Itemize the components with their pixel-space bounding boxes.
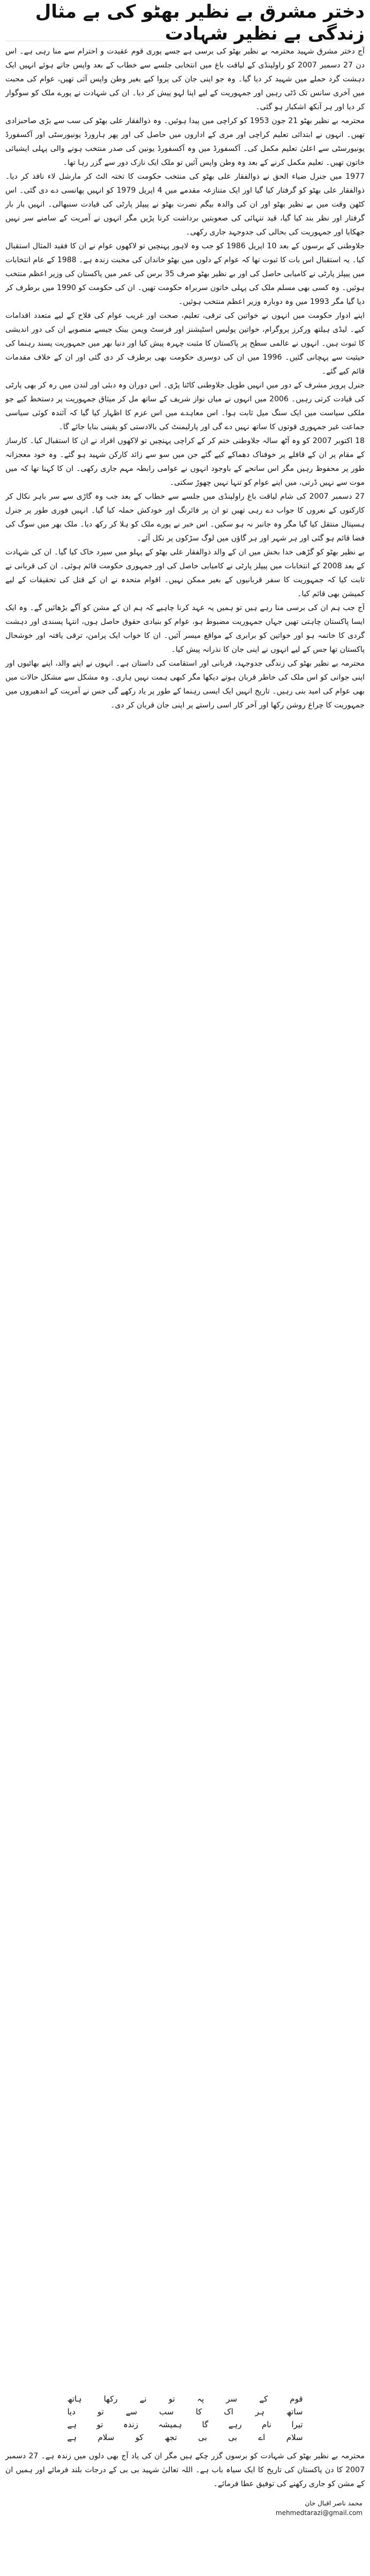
poem-word: تو	[168, 2394, 175, 2404]
article-body	[5, 44, 365, 2383]
article-paragraph: 27 دسمبر 2007 کی شام لیاقت باغ راولپنڈی میں جلسے سے خطاب کے بعد جب وہ گاڑی سے سر باہر نکال کر کارکنوں کے نعروں کا جواب دے رہی تھیں تو ان پر فائرنگ اور خودکش حملہ کیا گیا۔ انہیں فوری طور پر جنرل ہسپتال منتقل کیا گیا مگر وہ جانبر نہ ہو سکیں۔ اس خبر نے پورے ملک کو ہلا کر رکھ دیا۔ ملک بھر میں سوگ کی فضا قائم ہو گئی اور ہر شہر اور ہر گاؤں میں لوگ سڑکوں پر نکل آئے۔	[5, 492, 365, 543]
poem-word: تو	[96, 2420, 103, 2429]
poem-word: ساتھ	[286, 2407, 303, 2417]
poem-word: رہے	[228, 2420, 242, 2429]
poem-word: نے	[139, 2394, 147, 2404]
poem-block	[67, 2392, 303, 2444]
poem-line	[67, 2405, 303, 2418]
article-paragraph: اپنے ادوار حکومت میں انہوں نے خواتین کی ترقی، تعلیم، صحت اور غریب عوام کی فلاح کے لیے متعدد اقدامات کیے۔ لیڈی ہیلتھ ورکرز پروگرام، خواتین پولیس اسٹیشنز اور فرسٹ ویمن بینک جیسے منصوبے ان کی دور اندیشی کا ثبوت ہیں۔ انہوں نے عالمی سطح پر پاکستان کا مثبت چہرہ پیش کیا اور دنیا بھر میں جمہوریت پسند رہنما کی حیثیت سے پہچانی گئیں۔ 1996 میں ان کی دوسری حکومت بھی برطرف کر دی گئی اور ان کے خلاف مقدمات قائم کیے گئے۔	[5, 311, 365, 376]
poem-word: دیا	[67, 2407, 76, 2417]
poem-word: سلام	[97, 2433, 115, 2442]
poem-word: تیرا	[291, 2420, 303, 2429]
article-paragraph: جنرل پرویز مشرف کے دور میں انہیں طویل جلاوطنی کاٹنا پڑی۔ اس دوران وہ دبئی اور لندن میں رہ کر بھی پارٹی کی قیادت کرتی رہیں۔ 2006 میں انہوں نے میاں نواز شریف کے ساتھ مل کر میثاق جمہوریت پر دستخط کیے جو ملکی سیاست میں ایک سنگ میل ثابت ہوا۔ اس معاہدے میں اس عزم کا اظہار کیا گیا کہ آئندہ کوئی سیاسی جماعت غیر جمہوری قوتوں کا ساتھ نہیں دے گی اور پارلیمنٹ کی بالادستی کو یقینی بنایا جائے گا۔	[5, 381, 365, 431]
article-paragraph: 18 اکتوبر 2007 کو وہ آٹھ سالہ جلاوطنی ختم کر کے کراچی پہنچیں تو لاکھوں افراد نے ان کا استقبال کیا۔ کارساز کے مقام پر ان کے قافلے پر خوفناک دھماکے کیے گئے جن میں سو سے زائد کارکن شہید ہو گئے۔ وہ خود معجزانہ طور پر محفوظ رہیں مگر اس سانحے کے باوجود انہوں نے عوامی رابطہ مہم جاری رکھی۔ ان کا کہنا تھا کہ میں موت سے نہیں ڈرتی، میں اپنے عوام کو تنہا نہیں چھوڑ سکتی۔	[5, 437, 365, 487]
poem-word: کو	[135, 2433, 144, 2442]
poem-line	[67, 2392, 303, 2405]
poem-word: پہ	[197, 2394, 204, 2404]
article-paragraph: محترمہ بے نظیر بھٹو 21 جون 1953 کو کراچی میں پیدا ہوئیں۔ وہ ذوالفقار علی بھٹو کی سب سے بڑی صاحبزادی تھیں۔ انہوں نے ابتدائی تعلیم کراچی اور مری کے اداروں میں حاصل کی اور پھر ہارورڈ یونیورسٹی اور آکسفورڈ یونیورسٹی سے اعلیٰ تعلیم مکمل کی۔ آکسفورڈ میں وہ آکسفورڈ یونین کی صدر منتخب ہونے والی پہلی ایشیائی خاتون تھیں۔ تعلیم مکمل کرنے کے بعد وہ وطن واپس آئیں تو ملک ایک نازک دور سے گزر رہا تھا۔	[5, 117, 365, 167]
poem-word: سر	[226, 2394, 237, 2404]
author-email: mehmedtarazi@gmail.com	[275, 2509, 363, 2517]
article-paragraph: آج دختر مشرق شہید محترمہ بے نظیر بھٹو کی برسی ہے جسے پوری قوم عقیدت و احترام سے منا رہی ہے۔ اس دن 27 دسمبر 2007 کو راولپنڈی کے لیاقت باغ میں انتخابی جلسے سے خطاب کے بعد واپس جاتے ہوئے انہیں ایک دہشت گرد حملے میں شہید کر دیا گیا۔ وہ جو اپنی جان کی پروا کیے بغیر وطن واپس آئی تھیں، عوام کی محبت میں آخری سانس تک ڈٹی رہیں اور جمہوریت کے لیے اپنا لہو پیش کر دیا۔ ان کی شہادت نے پورے ملک کو سوگوار کر دیا اور ہر آنکھ اشکبار ہو گئی۔	[5, 47, 365, 111]
poem-line	[67, 2418, 303, 2431]
poem-word: بی	[198, 2433, 207, 2442]
poem-word: ہے	[67, 2433, 77, 2442]
poem-word: ہر	[255, 2407, 265, 2417]
author-name: محمد ناصر اقبال خان	[305, 2499, 363, 2508]
poem-word: اے	[258, 2433, 266, 2442]
poem-word: سے	[125, 2407, 138, 2417]
poem-word: اک	[224, 2407, 233, 2417]
poem-word: کا	[195, 2407, 202, 2417]
poem-word: ہمیشہ	[158, 2420, 182, 2429]
poem-word: ہے	[67, 2420, 77, 2429]
author-byline	[5, 2498, 365, 2518]
article-headline: دختر مشرق بے نظیر بھٹو کی بے مثال زندگی بے نظیر شہادت	[5, 4, 365, 41]
poem-word: گا	[202, 2420, 209, 2429]
poem-word: زندہ	[123, 2420, 139, 2429]
poem-line	[67, 2431, 303, 2444]
poem-word: نام	[261, 2420, 271, 2429]
article-paragraph: جلاوطنی کے برسوں کے بعد 10 اپریل 1986 کو جب وہ لاہور پہنچیں تو لاکھوں عوام نے ان کا فقید المثال استقبال کیا۔ یہ استقبال اس بات کا ثبوت تھا کہ عوام کے دلوں میں بھٹو خاندان کی محبت زندہ ہے۔ 1988 کے عام انتخابات میں پیپلز پارٹی نے کامیابی حاصل کی اور بے نظیر بھٹو صرف 35 برس کی عمر میں پاکستان کی وزیر اعظم منتخب ہوئیں۔ وہ کسی بھی مسلم ملک کی پہلی خاتون سربراہ حکومت تھیں۔ ان کی حکومت کو 1990 میں برطرف کر دیا گیا مگر 1993 میں وہ دوبارہ وزیر اعظم منتخب ہوئیں۔	[5, 242, 365, 306]
poem-word: سلام	[286, 2433, 303, 2442]
poem-word: کے	[259, 2394, 268, 2404]
article-paragraph: محترمہ بے نظیر بھٹو کی زندگی جدوجہد، قربانی اور استقامت کی داستان ہے۔ انہوں نے اپنے والد، اپنے بھائیوں اور اپنی جوانی کو اس ملک کی خاطر قربان ہوتے دیکھا مگر کبھی ہمت نہیں ہاری۔ وہ مشکل سے مشکل حالات میں بھی عوام کی امید بنی رہیں۔ تاریخ انہیں ایک ایسی رہنما کے طور پر یاد رکھے گی جس نے آمریت کے اندھیروں میں جمہوریت کا چراغ روشن رکھا اور آخر کار اسی راستے پر اپنی جان قربان کر دی۔	[5, 659, 365, 710]
poem-word: ہاتھ	[67, 2394, 82, 2404]
article-paragraph: آج جب ہم ان کی برسی منا رہے ہیں تو ہمیں یہ عہد کرنا چاہیے کہ ہم ان کے مشن کو آگے بڑھائیں گے۔ وہ ایک ایسا پاکستان چاہتی تھیں جہاں جمہوریت مضبوط ہو، عوام کو بنیادی حقوق حاصل ہوں، انتہا پسندی اور دہشت گردی کا خاتمہ ہو اور خواتین کو برابری کے مواقع میسر آئیں۔ ان کا خواب ایک پرامن، ترقی یافتہ اور خوشحال پاکستان تھا جس کے لیے انہوں نے اپنی جان کا نذرانہ پیش کیا۔	[5, 604, 365, 654]
poem-word: تجھ	[164, 2433, 177, 2442]
poem-word: تو	[97, 2407, 104, 2417]
poem-word: قوم	[290, 2394, 303, 2404]
article-paragraph: 1977 میں جنرل ضیاء الحق نے ذوالفقار علی بھٹو کی منتخب حکومت کا تختہ الٹ کر مارشل لاء نافذ کر دیا۔ ذوالفقار علی بھٹو کو گرفتار کیا گیا اور ایک متنازعہ مقدمے میں 4 اپریل 1979 کو انہیں پھانسی دے دی گئی۔ اس کٹھن وقت میں بے نظیر بھٹو اور ان کی والدہ بیگم نصرت بھٹو نے پیپلز پارٹی کی قیادت سنبھالی۔ انہیں بار بار گرفتار اور نظر بند کیا گیا، قید تنہائی کی صعوبتیں برداشت کرنا پڑیں مگر انہوں نے آمریت کے سامنے سر نہیں جھکایا اور جمہوریت کی بحالی کی جدوجہد جاری رکھی۔	[5, 172, 365, 237]
article-paragraph: بے نظیر بھٹو کو گڑھی خدا بخش میں ان کے والد ذوالفقار علی بھٹو کے پہلو میں سپرد خاک کیا گیا۔ ان کی شہادت کے بعد 2008 کے انتخابات میں پیپلز پارٹی نے کامیابی حاصل کی اور جمہوری حکومت قائم ہوئی۔ ان کی قربانی نے ثابت کیا کہ جمہوریت کا سفر قربانیوں کے بغیر ممکن نہیں۔ اقوام متحدہ نے ان کے قتل کی تحقیقات کے لیے کمیشن بھی قائم کیا۔	[5, 548, 365, 598]
poem-word: سب	[159, 2407, 174, 2417]
poem-word: رکھا	[103, 2394, 118, 2404]
closing-paragraph: محترمہ بے نظیر بھٹو کی شہادت کو برسوں گزر چکے ہیں مگر ان کی یاد آج بھی دلوں میں زندہ ہے۔ 27 دسمبر 2007 کا دن پاکستان کی تاریخ کا ایک سیاہ باب ہے۔ اللہ تعالیٰ شہید بی بی کے درجات بلند فرمائے اور ہمیں ان کے مشن کو جاری رکھنے کی توفیق عطا فرمائے۔	[5, 2452, 365, 2488]
poem-word: بی	[228, 2433, 237, 2442]
